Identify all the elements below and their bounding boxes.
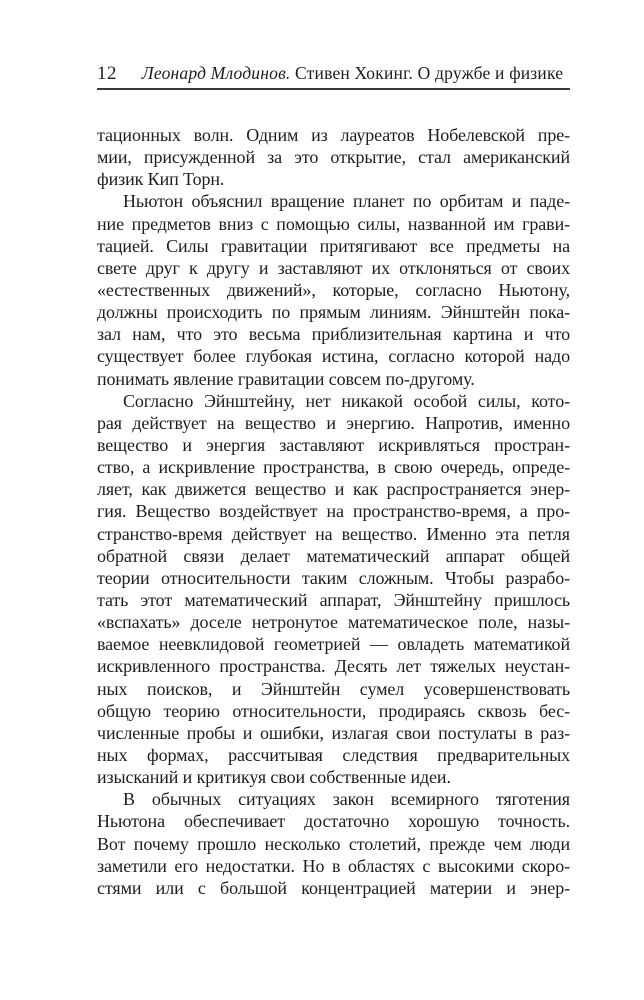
- text-line: заметили его недостатки. Но в областях с высокими скоро-: [97, 855, 570, 876]
- header-title: Стивен Хокинг. О дружбе и физике: [295, 63, 564, 83]
- text-line: странство-время действует на вещество. Именно эта петля: [97, 523, 570, 544]
- page-body-text: [97, 124, 570, 899]
- paragraph: [97, 124, 570, 190]
- text-line: мии, присужденной за это открытие, стал американский: [97, 147, 570, 168]
- text-line: вещество и энергия заставляют искривляться простран-: [97, 434, 570, 455]
- text-line: ние предметов вниз с помощью силы, названной им грави-: [97, 213, 570, 234]
- text-line: понимать явление гравитации совсем по-другому.: [97, 368, 475, 389]
- running-header: [97, 63, 570, 90]
- text-line: Ньютона обеспечивает достаточно хорошую точность.: [97, 811, 570, 832]
- text-line: должны происходить по прямым линиям. Эйнштейн пока-: [97, 302, 570, 323]
- text-line: зал нам, что это весьма приблизительная картина и что: [97, 324, 570, 345]
- text-line: Вот почему прошло несколько столетий, прежде чем люди: [97, 833, 570, 854]
- text-line: ваемое неевклидовой геометрией — овладеть математикой: [97, 634, 570, 655]
- text-line: ство, а искривление пространства, в свою очередь, опреде-: [97, 457, 570, 478]
- text-line: физик Кип Торн.: [97, 169, 225, 190]
- text-line: теории относительности таким сложным. Чтобы разрабо-: [97, 567, 570, 588]
- text-line: ляет, как движется вещество и как распространяется энер-: [97, 479, 570, 500]
- header-author: Леонард Млодинов.: [141, 63, 291, 83]
- text-line: «естественных движений», которые, согласно Ньютону,: [97, 279, 570, 300]
- text-line: обратной связи делает математический аппарат общей: [97, 545, 570, 566]
- text-line: тать этот математический аппарат, Эйнштейну пришлось: [97, 589, 570, 610]
- paragraph: [97, 788, 570, 899]
- text-line: численные пробы и ошибки, излагая свои постулаты в раз-: [97, 722, 570, 743]
- header-text: [117, 63, 570, 84]
- text-line: изысканий и критикуя свои собственные идеи.: [97, 767, 451, 788]
- text-line: гия. Вещество воздействует на пространство-время, а про-: [97, 501, 570, 522]
- text-line: Согласно Эйнштейну, нет никакой особой силы, кото-: [123, 390, 570, 411]
- text-line: ных поисков, и Эйнштейн сумел усовершенствовать: [97, 678, 570, 699]
- text-line: тацией. Силы гравитации притягивают все предметы на: [97, 235, 570, 256]
- text-line: «вспахать» доселе нетронутое математическое поле, назы-: [97, 612, 570, 633]
- text-line: общую теорию относительности, продираясь сквозь бес-: [97, 700, 570, 721]
- text-line: Ньютон объяснил вращение планет по орбитам и паде-: [123, 191, 570, 212]
- text-line: свете друг к другу и заставляют их отклоняться от своих: [97, 257, 570, 278]
- text-line: ных формах, рассчитывая следствия предварительных: [97, 744, 570, 765]
- page-number: 12: [97, 63, 117, 84]
- text-line: искривленного пространства. Десять лет тяжелых неустан-: [97, 656, 570, 677]
- text-line: существует более глубокая истина, согласно которой надо: [97, 346, 570, 367]
- text-line: тационных волн. Одним из лауреатов Нобелевской пре-: [97, 125, 570, 145]
- text-line: рая действует на вещество и энергию. Напротив, именно: [97, 412, 570, 433]
- text-line: В обычных ситуациях закон всемирного тяготения: [123, 789, 570, 810]
- paragraph: [97, 190, 570, 389]
- paragraph: [97, 390, 570, 789]
- text-line: стями или с большой концентрацией материи и энер-: [97, 877, 570, 898]
